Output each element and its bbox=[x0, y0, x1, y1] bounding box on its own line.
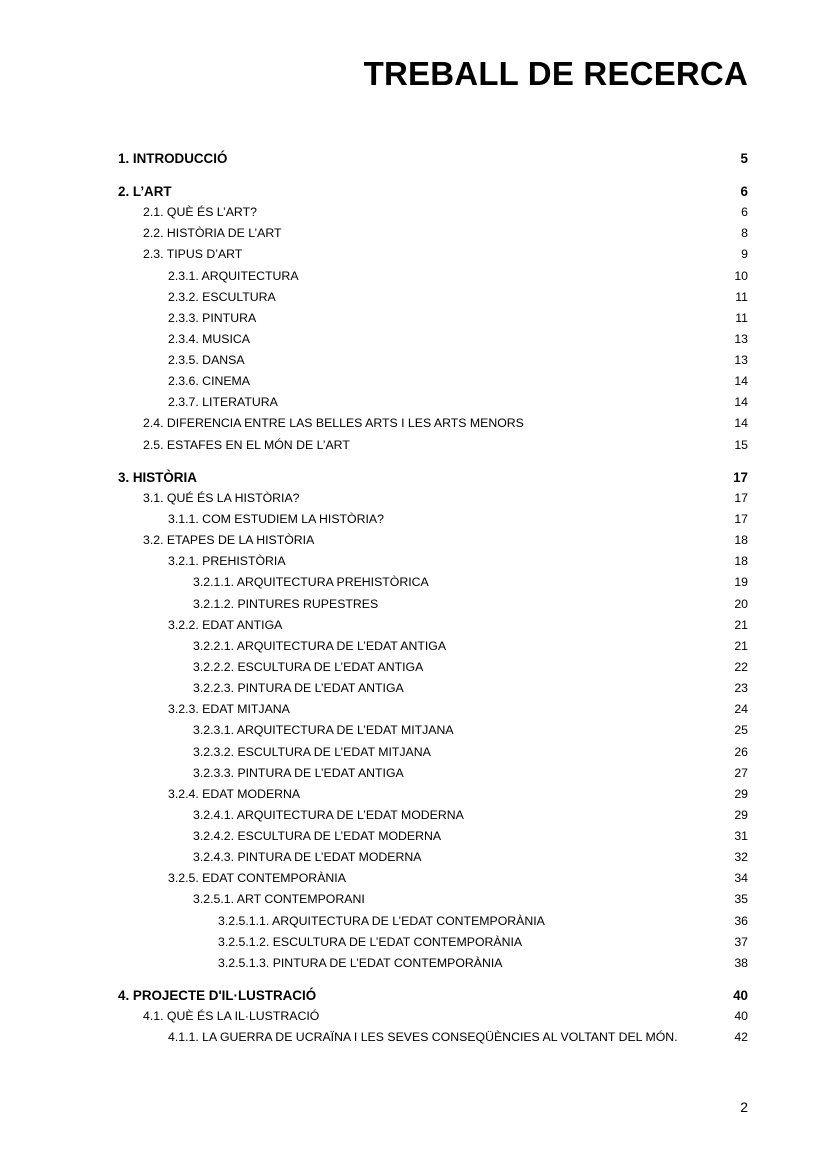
toc-entry-label: 3.1.1. COM ESTUDIEM LA HISTÒRIA? bbox=[168, 512, 384, 526]
toc-entry-page: 17 bbox=[734, 512, 748, 526]
toc-entry-label: 2.3.4. MUSICA bbox=[168, 332, 251, 346]
toc-entry[interactable] bbox=[118, 742, 748, 763]
toc-entry-label: 3.2.2.1. ARQUITECTURA DE L’EDAT ANTIGA bbox=[193, 639, 447, 653]
toc-entry-page: 13 bbox=[734, 353, 748, 367]
toc-entry-lart[interactable] bbox=[118, 181, 748, 202]
toc-entry[interactable] bbox=[118, 636, 748, 657]
toc-entry[interactable] bbox=[118, 847, 748, 868]
toc-entry-page: 27 bbox=[734, 766, 748, 780]
toc-entry-page: 18 bbox=[734, 554, 748, 568]
toc-entry[interactable] bbox=[118, 826, 748, 847]
document-title: TREBALL DE RECERCA bbox=[363, 55, 748, 92]
toc-entry-label: 3.2.4.3. PINTURA DE L’EDAT MODERNA bbox=[193, 850, 422, 864]
toc-entry-label: 2.5. ESTAFES EN EL MÓN DE L’ART bbox=[143, 438, 350, 452]
toc-entry-label: 3. HISTÒRIA bbox=[118, 470, 197, 485]
toc-entry[interactable] bbox=[118, 699, 748, 720]
toc-entry-label: 3.2. ETAPES DE LA HISTÒRIA bbox=[143, 533, 315, 547]
toc-entry-page: 14 bbox=[734, 416, 748, 430]
toc-entry-page: 38 bbox=[734, 956, 748, 970]
toc-entry-label: 3.2.3. EDAT MITJANA bbox=[168, 702, 290, 716]
toc-entry-page: 40 bbox=[734, 1009, 748, 1023]
toc-entry-label: 3.2.5.1.2. ESCULTURA DE L’EDAT CONTEMPORÀNIA bbox=[218, 935, 523, 949]
toc-entry[interactable] bbox=[118, 413, 748, 434]
toc-entry-label: 3.2.4.2. ESCULTURA DE L’EDAT MODERNA bbox=[193, 829, 442, 843]
toc-entry-page: 37 bbox=[734, 935, 748, 949]
toc-entry-page: 24 bbox=[734, 702, 748, 716]
toc-entry-label: 2.3.3. PINTURA bbox=[168, 311, 257, 325]
toc-entry-label: 4.1. QUÈ ÉS LA IL·LUSTRACIÓ bbox=[143, 1009, 320, 1023]
toc-entry-page: 34 bbox=[734, 871, 748, 885]
toc-entry[interactable] bbox=[118, 678, 748, 699]
toc-entry[interactable] bbox=[118, 329, 748, 350]
toc-entry-label: 2. L’ART bbox=[118, 184, 172, 199]
toc-entry-label: 3.2.5. EDAT CONTEMPORÀNIA bbox=[168, 871, 346, 885]
toc-entry-label: 3.2.5.1. ART CONTEMPORANI bbox=[193, 892, 365, 906]
toc-entry[interactable] bbox=[118, 551, 748, 572]
toc-entry-page: 42 bbox=[734, 1030, 748, 1044]
toc-entry-page: 14 bbox=[734, 374, 748, 388]
toc-entry-label: 3.2.2.3. PINTURA DE L’EDAT ANTIGA bbox=[193, 681, 404, 695]
toc-entry[interactable] bbox=[118, 244, 748, 265]
toc-entry[interactable] bbox=[118, 911, 748, 932]
toc-entry-page: 31 bbox=[734, 829, 748, 843]
toc-entry-label: 2.3.6. CINEMA bbox=[168, 374, 251, 388]
toc-entry-page: 15 bbox=[734, 438, 748, 452]
toc-entry-projecte[interactable] bbox=[118, 985, 748, 1006]
toc-entry-page: 21 bbox=[734, 639, 748, 653]
toc-entry-label: 3.2.1.1. ARQUITECTURA PREHISTÒRICA bbox=[193, 575, 429, 589]
toc-entry[interactable] bbox=[118, 868, 748, 889]
toc-entry-page: 29 bbox=[734, 808, 748, 822]
toc-entry[interactable] bbox=[118, 530, 748, 551]
toc-entry-page: 14 bbox=[734, 395, 748, 409]
toc-entry-label: 1. INTRODUCCIÓ bbox=[118, 151, 228, 166]
toc-entry[interactable] bbox=[118, 572, 748, 593]
toc-entry[interactable] bbox=[118, 889, 748, 910]
toc-entry-page: 13 bbox=[734, 332, 748, 346]
toc-entry[interactable] bbox=[118, 435, 748, 456]
toc-entry-page: 11 bbox=[735, 290, 748, 304]
toc-entry-page: 36 bbox=[734, 914, 748, 928]
toc-entry-page: 40 bbox=[733, 988, 748, 1003]
toc-entry[interactable] bbox=[118, 371, 748, 392]
toc-entry[interactable] bbox=[118, 350, 748, 371]
toc-entry-page: 19 bbox=[734, 575, 748, 589]
toc-entry-label: 2.4. DIFERENCIA ENTRE LAS BELLES ARTS I LES ARTS MENORS bbox=[143, 416, 524, 430]
toc-entry[interactable] bbox=[118, 594, 748, 615]
toc-entry-label: 3.2.3.2. ESCULTURA DE L’EDAT MITJANA bbox=[193, 745, 431, 759]
toc-entry[interactable] bbox=[118, 308, 748, 329]
toc-entry-page: 21 bbox=[734, 618, 748, 632]
toc-entry-label: 3.2.2. EDAT ANTIGA bbox=[168, 618, 283, 632]
toc-entry[interactable] bbox=[118, 266, 748, 287]
toc-entry-label: 2.1. QUÈ ÉS L’ART? bbox=[143, 205, 257, 219]
toc-entry[interactable] bbox=[118, 615, 748, 636]
toc-entry[interactable] bbox=[118, 1006, 748, 1027]
toc-entry[interactable] bbox=[118, 223, 748, 244]
toc-entry[interactable] bbox=[118, 784, 748, 805]
toc-entry-page: 6 bbox=[740, 184, 748, 199]
page-number: 2 bbox=[740, 1099, 748, 1115]
toc-entry[interactable] bbox=[118, 1027, 748, 1048]
toc-entry[interactable] bbox=[118, 953, 748, 974]
toc-entry-page: 11 bbox=[735, 311, 748, 325]
toc-entry-introduccio[interactable] bbox=[118, 148, 748, 169]
toc-entry-label: 3.2.1.2. PINTURES RUPESTRES bbox=[193, 597, 379, 611]
toc-entry-label: 3.2.2.2. ESCULTURA DE L’EDAT ANTIGA bbox=[193, 660, 424, 674]
toc-entry-page: 29 bbox=[734, 787, 748, 801]
toc-entry-label: 3.2.5.1.1. ARQUITECTURA DE L’EDAT CONTEMPORÀNIA bbox=[218, 914, 545, 928]
toc-entry-label: 3.2.1. PREHISTÒRIA bbox=[168, 554, 286, 568]
toc-entry[interactable] bbox=[118, 202, 748, 223]
toc-entry-label: 2.2. HISTÒRIA DE L’ART bbox=[143, 226, 282, 240]
toc-entry[interactable] bbox=[118, 392, 748, 413]
toc-entry[interactable] bbox=[118, 657, 748, 678]
toc-entry-page: 17 bbox=[734, 491, 748, 505]
toc-entry-page: 32 bbox=[734, 850, 748, 864]
toc-entry-page: 5 bbox=[740, 151, 748, 166]
toc-entry-page: 17 bbox=[733, 470, 748, 485]
toc-entry-label: 3.2.3.3. PINTURA DE L’EDAT ANTIGA bbox=[193, 766, 404, 780]
toc-entry-label: 2.3.5. DANSA bbox=[168, 353, 245, 367]
toc-entry-label: 4.1.1. LA GUERRA DE UCRAÏNA I LES SEVES CONSEQÜÈNCIES AL VOLTANT DEL MÓN. bbox=[168, 1030, 678, 1044]
toc-entry-page: 22 bbox=[734, 660, 748, 674]
toc-entry-page: 35 bbox=[734, 892, 748, 906]
toc-entry-page: 23 bbox=[734, 681, 748, 695]
toc-entry[interactable] bbox=[118, 287, 748, 308]
toc-entry-label: 2.3. TIPUS D’ART bbox=[143, 247, 243, 261]
toc-entry-label: 3.2.3.1. ARQUITECTURA DE L’EDAT MITJANA bbox=[193, 723, 454, 737]
toc-entry-page: 10 bbox=[734, 269, 748, 283]
toc-entry-page: 6 bbox=[741, 205, 748, 219]
toc-entry[interactable] bbox=[118, 763, 748, 784]
toc-entry-page: 26 bbox=[734, 745, 748, 759]
toc-entry-label: 2.3.2. ESCULTURA bbox=[168, 290, 276, 304]
toc-entry-page: 25 bbox=[734, 723, 748, 737]
toc-entry[interactable] bbox=[118, 488, 748, 509]
toc-entry-label: 3.1. QUÉ ÉS LA HISTÒRIA? bbox=[143, 491, 300, 505]
toc-entry-label: 4. PROJECTE D'IL·LUSTRACIÓ bbox=[118, 988, 317, 1003]
toc-entry-label: 3.2.5.1.3. PINTURA DE L’EDAT CONTEMPORÀNIA bbox=[218, 956, 503, 970]
toc-entry-label: 3.2.4. EDAT MODERNA bbox=[168, 787, 301, 801]
toc-entry-page: 9 bbox=[741, 247, 748, 261]
toc-entry-label: 2.3.1. ARQUITECTURA bbox=[168, 269, 299, 283]
toc-entry[interactable] bbox=[118, 720, 748, 741]
toc-entry-page: 18 bbox=[734, 533, 748, 547]
toc-entry[interactable] bbox=[118, 805, 748, 826]
toc-entry[interactable] bbox=[118, 932, 748, 953]
toc-entry-label: 3.2.4.1. ARQUITECTURA DE L’EDAT MODERNA bbox=[193, 808, 464, 822]
toc-entry-historia[interactable] bbox=[118, 467, 748, 488]
toc-entry-page: 8 bbox=[741, 226, 748, 240]
toc-entry-label: 2.3.7. LITERATURA bbox=[168, 395, 278, 409]
toc-entry-page: 20 bbox=[734, 597, 748, 611]
toc-entry[interactable] bbox=[118, 509, 748, 530]
